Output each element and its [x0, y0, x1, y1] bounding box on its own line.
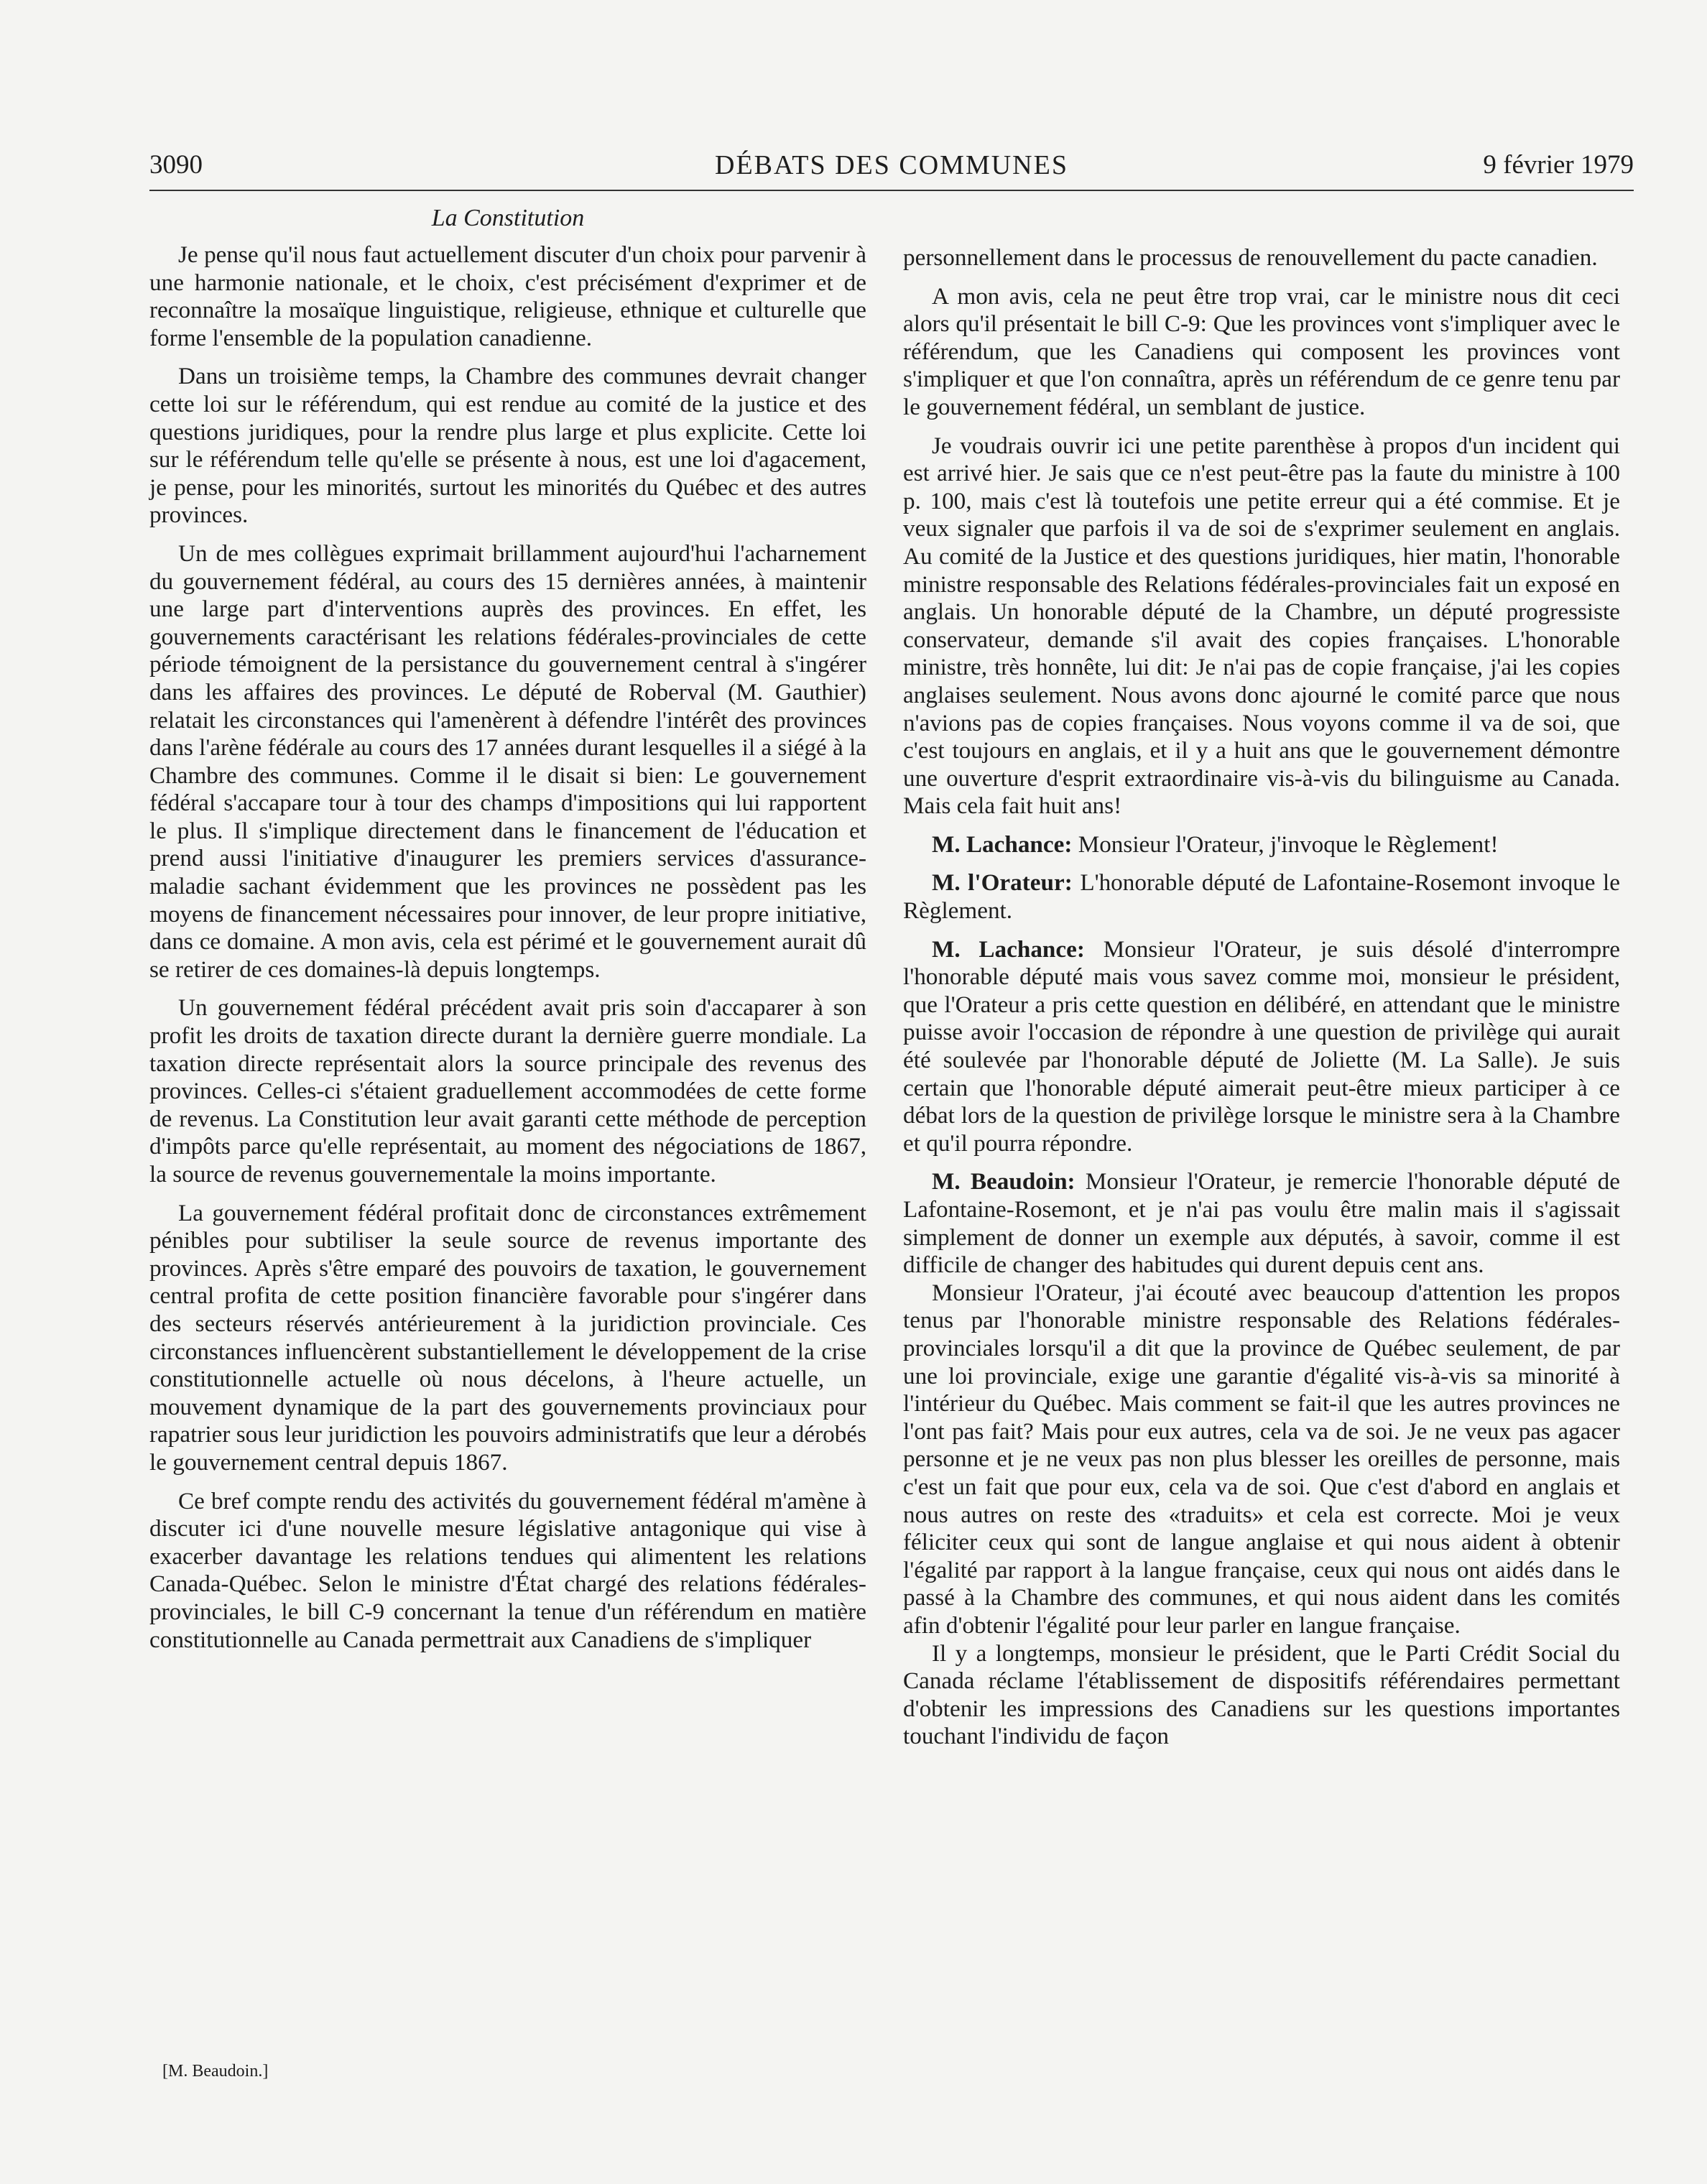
- section-title: La Constitution: [431, 205, 585, 231]
- speaker-footnote: [M. Beaudoin.]: [162, 2062, 269, 2081]
- paragraph: Je pense qu'il nous faut actuellement discuter d'un choix pour parvenir à une harmonie nationale, et le choix, c'est précisément d'exprimer et de reconnaître la mosaïque linguistique, religieuse, ethnique et culturelle que forme l'ensemble de la population canadienne.: [149, 241, 866, 351]
- left-column: [149, 198, 866, 1654]
- speech-text: L'honorable député de Lafontaine-Rosemont invoque le Règlement.: [903, 869, 1620, 925]
- speech-beaudoin: [903, 1168, 1620, 1279]
- speaker-name: M. Lachance:: [932, 935, 1085, 963]
- paragraph: Il y a longtemps, monsieur le président, que le Parti Crédit Social du Canada réclame l'établissement de dispositifs référendaires permettant d'obtenir les impressions des Canadiens sur les questions importantes touchant l'individu de façon: [903, 1639, 1620, 1750]
- paragraph: Ce bref compte rendu des activités du gouvernement fédéral m'amène à discuter ici d'une nouvelle mesure législative antagonique qui vise à exacerber davantage les relations tendues qui alimentent les relations Canada-Québec. Selon le ministre d'État chargé des relations fédérales-provinciales, le bill C-9 concernant la tenue d'un référendum en matière constitutionnelle au Canada permettrait aux Canadiens de s'impliquer: [149, 1487, 866, 1653]
- publication-title: DÉBATS DES COMMUNES: [715, 150, 1068, 180]
- speaker-name: M. Beaudoin:: [932, 1168, 1075, 1195]
- paragraph: A mon avis, cela ne peut être trop vrai, car le ministre nous dit ceci alors qu'il présentait le bill C-9: Que les provinces vont s'impliquer avec le référendum, que les Canadiens qui composent les provinces vont s'impliquer et que l'on connaîtra, après un référendum de ce genre tenu par le gouvernement fédéral, un semblant de justice.: [903, 282, 1620, 420]
- speech-text: Monsieur l'Orateur, j'invoque le Règlement!: [1078, 830, 1499, 858]
- issue-date: 9 février 1979: [1483, 150, 1634, 180]
- paragraph: Un de mes collègues exprimait brillamment aujourd'hui l'acharnement du gouvernement fédéral, au cours des 15 dernières années, à maintenir une large part d'interventions auprès des provinces. En effet, les gouvernements caractérisant les relations fédérales-provinciales de cette période témoignent de la persistance du gouvernement central à s'ingérer dans les affaires des provinces. Le député de Roberval (M. Gauthier) relatait les circonstances qui l'amenèrent à défendre l'intérêt des provinces dans l'arène fédérale au cours des 17 années durant lesquelles il a siégé à la Chambre des communes. Comme il le disait si bien: Le gouvernement fédéral s'accapare tour à tour des champs d'impositions qui lui rapportent le plus. Il s'implique directement dans le financement de l'éducation et prend aussi l'initiative d'inaugurer les premiers services d'assurance-maladie sachant évidemment que les provinces ne possèdent pas les moyens de financement nécessaires pour innover, de leur propre initiative, dans ce domaine. A mon avis, cela est périmé et le gouvernement aurait dû se retirer de ces domaines-là depuis longtemps.: [149, 540, 866, 983]
- right-column: [903, 244, 1620, 1751]
- paragraph-continuation: personnellement dans le processus de renouvellement du pacte canadien.: [903, 244, 1598, 271]
- speaker-name: M. Lachance:: [932, 830, 1073, 858]
- paragraph: Dans un troisième temps, la Chambre des communes devrait changer cette loi sur le référendum, qui est rendue au comité de la justice et des questions juridiques, pour la rendre plus large et plus explicite. Cette loi sur le référendum telle qu'elle se présente à nous, est une loi d'agacement, je pense, pour les minorités, surtout les minorités du Québec et des autres provinces.: [149, 363, 866, 529]
- page-number: 3090: [149, 150, 203, 180]
- speaker-name: M. l'Orateur:: [932, 869, 1073, 897]
- speech-text: Monsieur l'Orateur, je suis désolé d'interrompre l'honorable député mais vous savez comme moi, monsieur le président, que l'Orateur a pris cette question en délibéré, en attendant que le ministre puisse avoir l'occasion de répondre à une question de privilège qui aurait été soulevée par l'honorable député de Joliette (M. La Salle). Je suis certain que l'honorable député aimerait peut-être mieux participer à ce débat lors de la question de privilège lorsque le ministre sera à la Chambre et qu'il pourra répondre.: [903, 935, 1621, 1157]
- speech-orateur: [903, 869, 1620, 925]
- paragraph: Je voudrais ouvrir ici une petite parenthèse à propos d'un incident qui est arrivé hier. Je sais que ce n'est peut-être pas la faute du ministre à 100 p. 100, mais c'est là toutefois une petite erreur qui a été commise. Et je veux signaler que parfois il va de soi de s'exprimer seulement en anglais. Au comité de la Justice et des questions juridiques, hier matin, l'honorable ministre responsable des Relations fédérales-provinciales fait un exposé en anglais. Un honorable député de la Chambre, un député progressiste conservateur, demande s'il avait des copies françaises. L'honorable ministre, très honnête, lui dit: Je n'ai pas de copie française, j'ai les copies anglaises seulement. Nous avons donc ajourné le comité parce que nous n'avions pas de copies françaises. Nous voyons comme il va de soi, que c'est toujours en anglais, et il y a huit ans que le gouvernement démontre une ouverture d'esprit extraordinaire vis-à-vis du bilinguisme au Canada. Mais cela fait huit ans!: [903, 432, 1620, 820]
- paragraph: Un gouvernement fédéral précédent avait pris soin d'accaparer à son profit les droits de taxation directe durant la dernière guerre mondiale. La taxation directe représentait alors la source principale des revenus des provinces. Celles-ci s'étaient graduellement accommodées de cette forme de revenus. La Constitution leur avait garanti cette méthode de perception d'impôts parce qu'elle représentait, au moment des négociations de 1867, la source de revenus gouvernementale la moins importante.: [149, 994, 866, 1188]
- paragraph: La gouvernement fédéral profitait donc de circonstances extrêmement pénibles pour subtiliser la seule source de revenus importante des provinces. Après s'être emparé des pouvoirs de taxation, le gouvernement central profita de cette position financière favorable pour s'ingérer dans des secteurs réservés antérieurement à la juridiction provinciale. Ces circonstances influencèrent substantiellement le développement de la crise constitutionnelle actuelle où nous décelons, à l'heure actuelle, un mouvement dynamique de la part des gouvernements provinciaux pour rapatrier sous leur juridiction les pouvoirs administratifs que leur a dérobés le gouvernement central depuis 1867.: [149, 1199, 866, 1476]
- paragraph: Monsieur l'Orateur, j'ai écouté avec beaucoup d'attention les propos tenus par l'honorable ministre responsable des Relations fédérales-provinciales lorsqu'il a dit que la province de Québec seulement, de par une loi provinciale, exige une garantie d'égalité vis-à-vis sa minorité à l'intérieur du Québec. Mais comment se fait-il que les autres provinces ne l'ont pas fait? Mais pour eux autres, cela va de soi. Je ne veux pas agacer personne et je ne veux pas non plus blesser les oreilles de personne, mais c'est un fait que pour eux, cela va de soi. Que c'est d'abord en anglais et nous autres on reste des «traduits» et cela est correcte. Moi je veux féliciter ceux qui sont de langue anglaise et qui nous aident à obtenir l'égalité par rapport à la langue française, ceux qui nous ont aidés dans le passé à la Chambre des communes, et qui nous aident dans les comités afin d'obtenir l'égalité pour leur parler en langue française.: [903, 1279, 1620, 1639]
- page-header: [149, 149, 1634, 191]
- speech-lachance-2: [903, 936, 1620, 1158]
- speech-text: Monsieur l'Orateur, je remercie l'honorable député de Lafontaine-Rosemont, et je n'ai pas voulu être malin mais il s'agissait simplement de donner un exemple aux députés, à savoir, comme il est difficile de changer des habitudes qui durent depuis cent ans.: [903, 1168, 1620, 1279]
- speech-lachance-1: [903, 831, 1620, 859]
